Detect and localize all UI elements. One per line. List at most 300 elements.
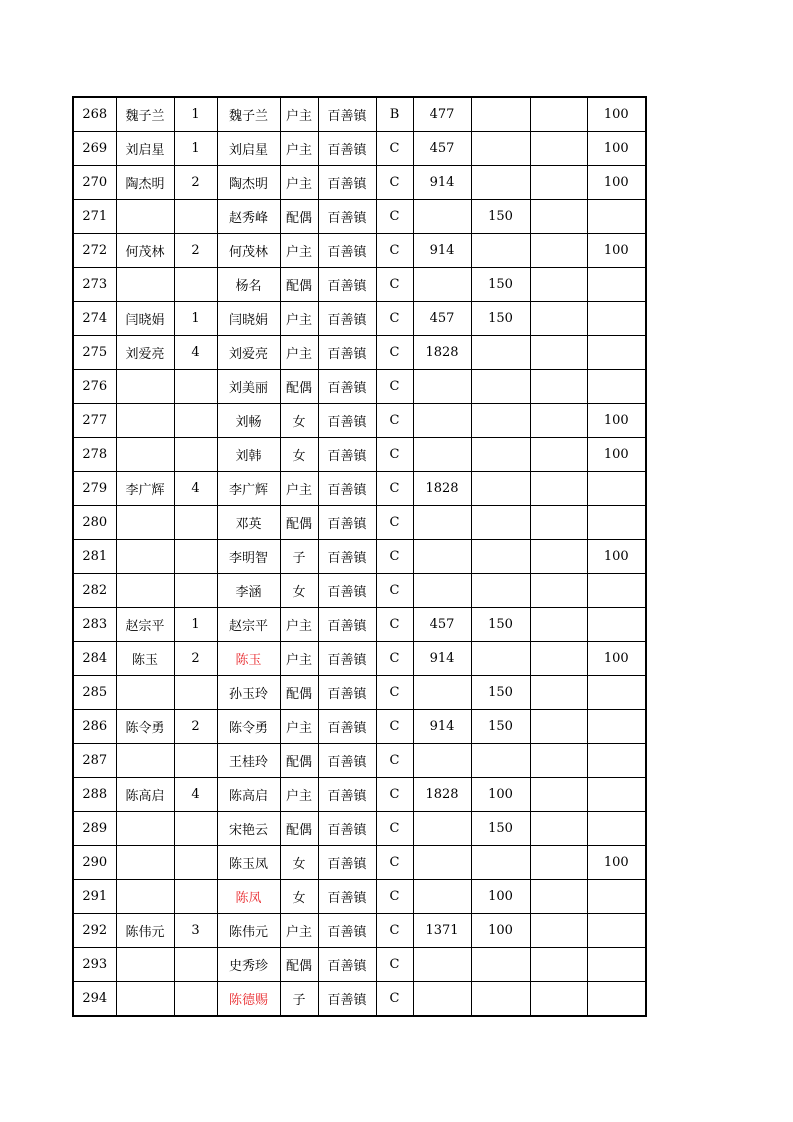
subsidy-b-cell: [530, 642, 587, 676]
subsidy-c-cell: 100: [587, 97, 646, 132]
subsidy-b-cell: [530, 200, 587, 234]
subsidy-c-cell: [587, 710, 646, 744]
member-name-cell: 宋艳云: [217, 812, 280, 846]
town-cell: 百善镇: [318, 472, 376, 506]
subsidy-b-cell: [530, 812, 587, 846]
town-cell: 百善镇: [318, 710, 376, 744]
town-cell: 百善镇: [318, 676, 376, 710]
grade-cell: C: [376, 778, 413, 812]
relation-cell: 子: [280, 540, 318, 574]
household-size-cell: [174, 404, 217, 438]
household-size-cell: [174, 200, 217, 234]
household-head-cell: 刘爱亮: [116, 336, 174, 370]
household-size-cell: [174, 948, 217, 982]
table-row: [73, 336, 646, 370]
table-row: [73, 506, 646, 540]
subsidy-c-cell: [587, 506, 646, 540]
amount-cell: 457: [413, 132, 471, 166]
member-name-cell: 刘爱亮: [217, 336, 280, 370]
household-head-cell: [116, 404, 174, 438]
relation-cell: 户主: [280, 914, 318, 948]
relation-cell: 户主: [280, 608, 318, 642]
table-row: [73, 370, 646, 404]
subsidy-a-cell: [471, 166, 530, 200]
subsidy-c-cell: [587, 812, 646, 846]
town-cell: 百善镇: [318, 778, 376, 812]
amount-cell: [413, 574, 471, 608]
grade-cell: C: [376, 948, 413, 982]
table-row: [73, 608, 646, 642]
relation-cell: 户主: [280, 472, 318, 506]
grade-cell: C: [376, 234, 413, 268]
grade-cell: C: [376, 506, 413, 540]
household-head-cell: [116, 540, 174, 574]
table-row: [73, 574, 646, 608]
amount-cell: [413, 540, 471, 574]
member-name-cell: 赵秀峰: [217, 200, 280, 234]
subsidy-a-cell: [471, 438, 530, 472]
member-name-cell: 闫晓娟: [217, 302, 280, 336]
amount-cell: 1828: [413, 778, 471, 812]
subsidy-b-cell: [530, 302, 587, 336]
row-number-cell: 281: [73, 540, 116, 574]
amount-cell: 457: [413, 302, 471, 336]
subsidy-a-cell: [471, 846, 530, 880]
row-number-cell: 275: [73, 336, 116, 370]
member-name-cell: 陈令勇: [217, 710, 280, 744]
subsidy-b-cell: [530, 97, 587, 132]
subsidy-c-cell: [587, 914, 646, 948]
table-row: [73, 642, 646, 676]
subsidy-b-cell: [530, 982, 587, 1017]
household-size-cell: 2: [174, 234, 217, 268]
grade-cell: C: [376, 268, 413, 302]
household-head-cell: 陶杰明: [116, 166, 174, 200]
member-name-cell: 李涵: [217, 574, 280, 608]
row-number-cell: 290: [73, 846, 116, 880]
household-size-cell: [174, 812, 217, 846]
grade-cell: C: [376, 302, 413, 336]
row-number-cell: 292: [73, 914, 116, 948]
household-head-cell: [116, 982, 174, 1017]
amount-cell: 914: [413, 710, 471, 744]
subsidy-a-cell: [471, 574, 530, 608]
table-row: [73, 132, 646, 166]
relation-cell: 配偶: [280, 370, 318, 404]
relation-cell: 配偶: [280, 200, 318, 234]
subsidy-b-cell: [530, 506, 587, 540]
subsidy-a-cell: [471, 234, 530, 268]
subsidy-c-cell: [587, 982, 646, 1017]
subsidy-b-cell: [530, 846, 587, 880]
household-size-cell: 4: [174, 778, 217, 812]
grade-cell: C: [376, 914, 413, 948]
subsidy-c-cell: 100: [587, 404, 646, 438]
household-size-cell: 1: [174, 97, 217, 132]
household-size-cell: 2: [174, 710, 217, 744]
town-cell: 百善镇: [318, 608, 376, 642]
subsidy-a-cell: 150: [471, 268, 530, 302]
amount-cell: [413, 200, 471, 234]
subsidy-a-cell: [471, 404, 530, 438]
town-cell: 百善镇: [318, 97, 376, 132]
household-size-cell: 2: [174, 166, 217, 200]
subsidy-a-cell: 100: [471, 914, 530, 948]
member-name-cell: 邓英: [217, 506, 280, 540]
subsidy-a-cell: [471, 97, 530, 132]
subsidy-b-cell: [530, 914, 587, 948]
household-size-cell: [174, 676, 217, 710]
relation-cell: 女: [280, 574, 318, 608]
subsidy-c-cell: 100: [587, 438, 646, 472]
row-number-cell: 270: [73, 166, 116, 200]
grade-cell: C: [376, 880, 413, 914]
town-cell: 百善镇: [318, 200, 376, 234]
town-cell: 百善镇: [318, 642, 376, 676]
relation-cell: 户主: [280, 97, 318, 132]
row-number-cell: 285: [73, 676, 116, 710]
household-size-cell: [174, 982, 217, 1017]
town-cell: 百善镇: [318, 540, 376, 574]
relation-cell: 配偶: [280, 676, 318, 710]
table-row: [73, 404, 646, 438]
row-number-cell: 286: [73, 710, 116, 744]
subsidy-c-cell: 100: [587, 166, 646, 200]
member-name-cell: 史秀珍: [217, 948, 280, 982]
row-number-cell: 271: [73, 200, 116, 234]
amount-cell: [413, 982, 471, 1017]
member-name-cell: 何茂林: [217, 234, 280, 268]
household-head-cell: 陈高启: [116, 778, 174, 812]
member-name-cell: 王桂玲: [217, 744, 280, 778]
household-size-cell: 4: [174, 336, 217, 370]
town-cell: 百善镇: [318, 132, 376, 166]
grade-cell: C: [376, 540, 413, 574]
subsidy-b-cell: [530, 234, 587, 268]
subsidy-b-cell: [530, 676, 587, 710]
town-cell: 百善镇: [318, 982, 376, 1017]
grade-cell: C: [376, 812, 413, 846]
subsidy-b-cell: [530, 370, 587, 404]
row-number-cell: 283: [73, 608, 116, 642]
subsidy-c-cell: [587, 574, 646, 608]
household-size-cell: 3: [174, 914, 217, 948]
subsidy-c-cell: [587, 880, 646, 914]
relation-cell: 子: [280, 982, 318, 1017]
town-cell: 百善镇: [318, 268, 376, 302]
member-name-cell: 陈伟元: [217, 914, 280, 948]
subsidy-c-cell: [587, 268, 646, 302]
relation-cell: 女: [280, 438, 318, 472]
table-row: [73, 97, 646, 132]
member-name-cell: 陈凤: [217, 880, 280, 914]
row-number-cell: 279: [73, 472, 116, 506]
amount-cell: [413, 846, 471, 880]
household-head-cell: 陈玉: [116, 642, 174, 676]
relation-cell: 户主: [280, 336, 318, 370]
household-head-cell: 陈令勇: [116, 710, 174, 744]
member-name-cell: 刘畅: [217, 404, 280, 438]
relation-cell: 户主: [280, 234, 318, 268]
relation-cell: 户主: [280, 132, 318, 166]
table-row: [73, 268, 646, 302]
amount-cell: 1828: [413, 336, 471, 370]
relation-cell: 户主: [280, 710, 318, 744]
row-number-cell: 268: [73, 97, 116, 132]
subsidy-a-cell: [471, 506, 530, 540]
amount-cell: [413, 812, 471, 846]
household-head-cell: [116, 744, 174, 778]
subsidy-c-cell: [587, 778, 646, 812]
member-name-cell: 陈玉: [217, 642, 280, 676]
grade-cell: C: [376, 710, 413, 744]
town-cell: 百善镇: [318, 812, 376, 846]
table-row: [73, 200, 646, 234]
amount-cell: [413, 506, 471, 540]
table-row: [73, 676, 646, 710]
amount-cell: [413, 438, 471, 472]
subsidy-a-cell: 150: [471, 812, 530, 846]
subsidy-a-cell: 150: [471, 710, 530, 744]
records-table: [72, 96, 647, 1017]
town-cell: 百善镇: [318, 302, 376, 336]
household-head-cell: 何茂林: [116, 234, 174, 268]
subsidy-b-cell: [530, 540, 587, 574]
grade-cell: C: [376, 200, 413, 234]
household-head-cell: [116, 880, 174, 914]
grade-cell: C: [376, 642, 413, 676]
town-cell: 百善镇: [318, 336, 376, 370]
subsidy-b-cell: [530, 744, 587, 778]
grade-cell: C: [376, 438, 413, 472]
amount-cell: 477: [413, 97, 471, 132]
table-row: [73, 982, 646, 1017]
town-cell: 百善镇: [318, 846, 376, 880]
row-number-cell: 293: [73, 948, 116, 982]
subsidy-a-cell: 100: [471, 880, 530, 914]
subsidy-a-cell: 150: [471, 676, 530, 710]
household-head-cell: 李广辉: [116, 472, 174, 506]
subsidy-b-cell: [530, 166, 587, 200]
household-head-cell: 魏子兰: [116, 97, 174, 132]
row-number-cell: 276: [73, 370, 116, 404]
table-row: [73, 744, 646, 778]
member-name-cell: 李明智: [217, 540, 280, 574]
household-size-cell: [174, 846, 217, 880]
subsidy-a-cell: [471, 336, 530, 370]
member-name-cell: 李广辉: [217, 472, 280, 506]
subsidy-b-cell: [530, 132, 587, 166]
town-cell: 百善镇: [318, 438, 376, 472]
member-name-cell: 刘启星: [217, 132, 280, 166]
household-size-cell: 2: [174, 642, 217, 676]
subsidy-a-cell: 100: [471, 778, 530, 812]
town-cell: 百善镇: [318, 880, 376, 914]
member-name-cell: 陶杰明: [217, 166, 280, 200]
household-head-cell: [116, 438, 174, 472]
relation-cell: 配偶: [280, 506, 318, 540]
subsidy-c-cell: [587, 302, 646, 336]
subsidy-b-cell: [530, 778, 587, 812]
relation-cell: 配偶: [280, 812, 318, 846]
household-head-cell: [116, 948, 174, 982]
relation-cell: 女: [280, 880, 318, 914]
household-head-cell: 刘启星: [116, 132, 174, 166]
member-name-cell: 陈玉凤: [217, 846, 280, 880]
household-size-cell: 4: [174, 472, 217, 506]
amount-cell: [413, 676, 471, 710]
subsidy-c-cell: 100: [587, 540, 646, 574]
town-cell: 百善镇: [318, 948, 376, 982]
member-name-cell: 孙玉玲: [217, 676, 280, 710]
table-row: [73, 472, 646, 506]
relation-cell: 配偶: [280, 744, 318, 778]
relation-cell: 配偶: [280, 268, 318, 302]
town-cell: 百善镇: [318, 404, 376, 438]
grade-cell: C: [376, 608, 413, 642]
subsidy-b-cell: [530, 438, 587, 472]
subsidy-b-cell: [530, 608, 587, 642]
table-row: [73, 880, 646, 914]
table-row: [73, 234, 646, 268]
subsidy-a-cell: 150: [471, 302, 530, 336]
relation-cell: 户主: [280, 778, 318, 812]
row-number-cell: 280: [73, 506, 116, 540]
amount-cell: 457: [413, 608, 471, 642]
town-cell: 百善镇: [318, 234, 376, 268]
relation-cell: 女: [280, 846, 318, 880]
subsidy-b-cell: [530, 710, 587, 744]
subsidy-a-cell: [471, 948, 530, 982]
subsidy-a-cell: 150: [471, 200, 530, 234]
grade-cell: C: [376, 370, 413, 404]
row-number-cell: 277: [73, 404, 116, 438]
household-size-cell: [174, 370, 217, 404]
amount-cell: 914: [413, 234, 471, 268]
subsidy-c-cell: 100: [587, 642, 646, 676]
household-size-cell: [174, 744, 217, 778]
table-row: [73, 846, 646, 880]
table-row: [73, 438, 646, 472]
town-cell: 百善镇: [318, 506, 376, 540]
household-size-cell: [174, 540, 217, 574]
grade-cell: C: [376, 676, 413, 710]
row-number-cell: 284: [73, 642, 116, 676]
household-head-cell: [116, 812, 174, 846]
member-name-cell: 杨名: [217, 268, 280, 302]
subsidy-b-cell: [530, 472, 587, 506]
household-head-cell: 赵宗平: [116, 608, 174, 642]
subsidy-c-cell: [587, 336, 646, 370]
subsidy-c-cell: [587, 200, 646, 234]
row-number-cell: 282: [73, 574, 116, 608]
household-head-cell: [116, 200, 174, 234]
household-head-cell: 陈伟元: [116, 914, 174, 948]
household-size-cell: [174, 574, 217, 608]
member-name-cell: 陈德赐: [217, 982, 280, 1017]
row-number-cell: 288: [73, 778, 116, 812]
grade-cell: C: [376, 574, 413, 608]
row-number-cell: 273: [73, 268, 116, 302]
relation-cell: 户主: [280, 642, 318, 676]
subsidy-c-cell: [587, 472, 646, 506]
grade-cell: B: [376, 97, 413, 132]
household-size-cell: [174, 506, 217, 540]
grade-cell: C: [376, 472, 413, 506]
member-name-cell: 赵宗平: [217, 608, 280, 642]
subsidy-b-cell: [530, 880, 587, 914]
row-number-cell: 289: [73, 812, 116, 846]
subsidy-a-cell: [471, 132, 530, 166]
amount-cell: [413, 744, 471, 778]
row-number-cell: 278: [73, 438, 116, 472]
subsidy-c-cell: [587, 608, 646, 642]
relation-cell: 配偶: [280, 948, 318, 982]
subsidy-c-cell: [587, 370, 646, 404]
subsidy-a-cell: 150: [471, 608, 530, 642]
table-row: [73, 778, 646, 812]
subsidy-b-cell: [530, 336, 587, 370]
relation-cell: 户主: [280, 166, 318, 200]
household-size-cell: 1: [174, 608, 217, 642]
grade-cell: C: [376, 166, 413, 200]
row-number-cell: 287: [73, 744, 116, 778]
grade-cell: C: [376, 132, 413, 166]
relation-cell: 户主: [280, 302, 318, 336]
amount-cell: [413, 948, 471, 982]
household-size-cell: [174, 880, 217, 914]
table-body: [73, 97, 646, 1016]
town-cell: 百善镇: [318, 370, 376, 404]
household-head-cell: 闫晓娟: [116, 302, 174, 336]
town-cell: 百善镇: [318, 574, 376, 608]
subsidy-c-cell: [587, 676, 646, 710]
household-head-cell: [116, 506, 174, 540]
grade-cell: C: [376, 336, 413, 370]
subsidy-b-cell: [530, 268, 587, 302]
household-head-cell: [116, 846, 174, 880]
row-number-cell: 291: [73, 880, 116, 914]
member-name-cell: 刘韩: [217, 438, 280, 472]
table-row: [73, 914, 646, 948]
row-number-cell: 274: [73, 302, 116, 336]
town-cell: 百善镇: [318, 744, 376, 778]
subsidy-c-cell: [587, 948, 646, 982]
table-row: [73, 166, 646, 200]
subsidy-a-cell: [471, 540, 530, 574]
household-head-cell: [116, 268, 174, 302]
subsidy-a-cell: [471, 472, 530, 506]
member-name-cell: 魏子兰: [217, 97, 280, 132]
household-size-cell: [174, 438, 217, 472]
town-cell: 百善镇: [318, 914, 376, 948]
household-size-cell: [174, 268, 217, 302]
household-head-cell: [116, 370, 174, 404]
grade-cell: C: [376, 404, 413, 438]
subsidy-c-cell: 100: [587, 846, 646, 880]
amount-cell: [413, 404, 471, 438]
amount-cell: 914: [413, 642, 471, 676]
subsidy-a-cell: [471, 982, 530, 1017]
amount-cell: [413, 880, 471, 914]
amount-cell: 1371: [413, 914, 471, 948]
subsidy-b-cell: [530, 574, 587, 608]
grade-cell: C: [376, 744, 413, 778]
grade-cell: C: [376, 846, 413, 880]
subsidy-a-cell: [471, 370, 530, 404]
amount-cell: [413, 370, 471, 404]
subsidy-b-cell: [530, 404, 587, 438]
